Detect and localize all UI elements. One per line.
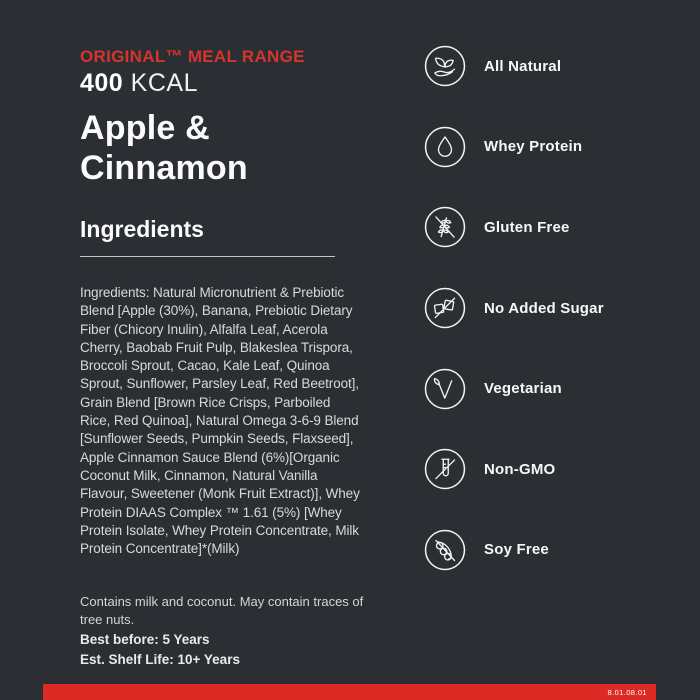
range-title: ORIGINAL™ MEAL RANGE <box>80 47 305 66</box>
kcal-unit: KCAL <box>130 69 198 97</box>
ingredients-heading: Ingredients <box>80 216 204 242</box>
ingredients-text: Ingredients: Natural Micronutrient & Prebiotic Blend [Apple (30%), Banana, Prebiotic Dietary Fiber (Chicory Inulin), Alfalfa Leaf, Acerola Cherry, Baobab Fruit Pulp, Blakeslea Trispora, Broccoli Sprout, Cacao, Kale Leaf, Quinoa Sprout, Sunflower, Parsley Leaf, Red Beetroot], Grain Blend [Brown Rice Crisps, Parboiled Rice, Red Quinoa], Natural Omega 3-6-9 Blend [Sunflower Seeds, Pumpkin Seeds, Flaxseed], Apple Cinnamon Sauce Blend (6%)[Organic Coconut Milk, Cinnamon, Natural Vanilla Flavour, Sweetener (Monk Fruit Extract)], Whey Protein DIAAS Complex ™ 1.61 (5%) [Whey Protein Isolate, Whey Protein Concentrate, Milk Protein Concentrate]*(Milk) <box>80 285 360 557</box>
badge-label: Soy Free <box>484 541 549 559</box>
dates-block <box>80 630 240 670</box>
badge-non-gmo <box>424 429 604 510</box>
test-tube-crossed-icon <box>424 448 466 490</box>
product-name <box>80 108 248 188</box>
wheat-crossed-icon <box>424 206 466 248</box>
badge-no-added-sugar <box>424 268 604 349</box>
badge-all-natural <box>424 26 604 107</box>
badge-whey-protein <box>424 107 604 188</box>
kcal-line <box>80 69 198 98</box>
badge-label: Vegetarian <box>484 380 562 398</box>
badge-label: No Added Sugar <box>484 299 604 317</box>
badge-gluten-free <box>424 187 604 268</box>
product-name-line2: Cinnamon <box>80 149 248 187</box>
product-code: 8.01.08.01 <box>607 687 647 697</box>
sugar-cubes-crossed-icon <box>424 287 466 329</box>
kcal-value: 400 <box>80 69 124 97</box>
bottom-accent-bar <box>43 684 656 700</box>
badge-vegetarian <box>424 348 604 429</box>
droplet-icon <box>424 126 466 168</box>
ingredients-section-header <box>80 216 335 257</box>
soy-crossed-icon <box>424 529 466 571</box>
best-before-text: Best before: 5 Years <box>80 632 210 647</box>
badge-label: Gluten Free <box>484 218 570 236</box>
allergen-note: Contains milk and coconut. May contain traces of tree nuts. <box>80 594 364 627</box>
leaf-v-icon <box>424 368 466 410</box>
hand-leaf-icon <box>424 45 466 87</box>
badge-label: Non-GMO <box>484 460 556 478</box>
badge-label: All Natural <box>484 57 562 75</box>
badge-list <box>424 26 604 590</box>
shelf-life-text: Est. Shelf Life: 10+ Years <box>80 652 240 667</box>
badge-soy-free <box>424 510 604 591</box>
product-name-line1: Apple & <box>80 109 210 147</box>
badge-label: Whey Protein <box>484 138 583 156</box>
